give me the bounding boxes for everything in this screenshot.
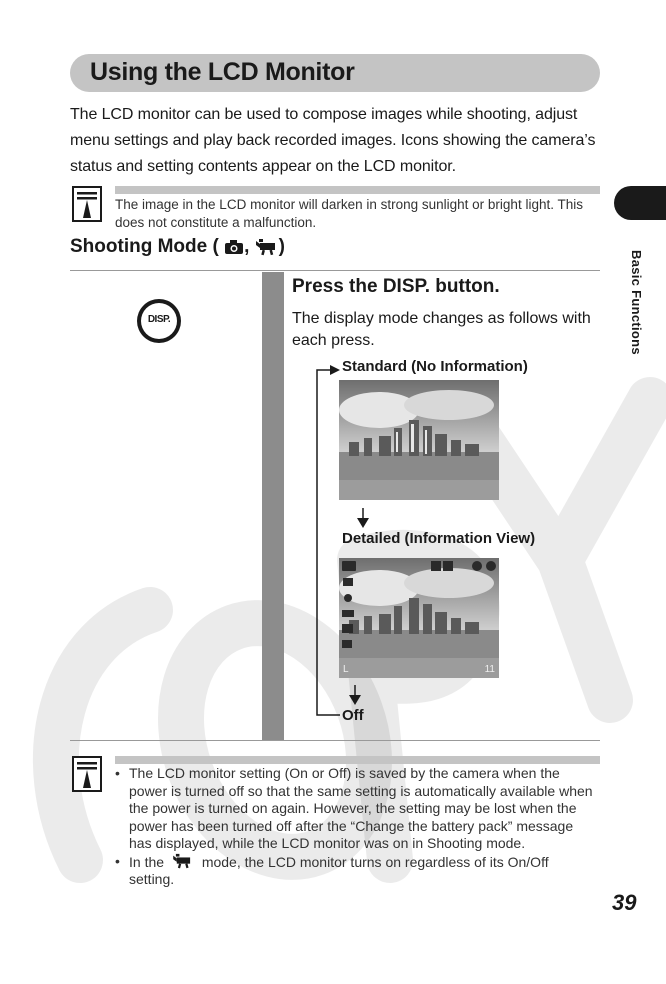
disp-button-illustration (137, 299, 181, 343)
section-heading (70, 236, 285, 258)
section-bottom-rule (70, 740, 600, 741)
section-heading-separator: , (244, 236, 250, 257)
step-description: The display mode changes as follows with each press. (292, 310, 591, 349)
note-text: The image in the LCD monitor will darken in strong sunlight or bright light. This does not constitute a malfunction. (115, 197, 583, 230)
mode-label-off: Off (342, 707, 364, 724)
section-top-rule (70, 270, 600, 271)
page-number: 39 (612, 890, 637, 915)
arrow-down-icon (349, 695, 361, 705)
disp-button-label: DISP. (147, 314, 171, 325)
mode-label-standard: Standard (No Information) (342, 358, 528, 375)
step-title: Press the DISP. button. (292, 276, 500, 297)
side-tab-label: Basic Functions (629, 250, 644, 355)
camera-icon (224, 239, 244, 255)
memo-icon (72, 186, 102, 222)
lcd-standard-image (339, 380, 499, 500)
note-bullet: • In the mode, the LCD monitor turns on regardless of its On/Off setting. (115, 852, 549, 887)
title-bar (70, 54, 600, 92)
note-divider (115, 756, 600, 764)
note-divider (115, 186, 600, 194)
side-tab (614, 186, 666, 220)
arrow-down-icon (357, 518, 369, 528)
shots-remaining-indicator: 11 (484, 664, 495, 675)
movie-icon (170, 853, 196, 869)
section-heading-prefix: Shooting Mode ( (70, 236, 219, 257)
page-title: Using the LCD Monitor (90, 58, 355, 86)
arrow-right-icon (330, 365, 340, 375)
memo-icon (72, 756, 102, 792)
section-heading-suffix: ) (278, 236, 285, 257)
movie-icon (255, 238, 279, 256)
intro-paragraph: The LCD monitor can be used to compose images while shooting, adjust menu settings and play back recorded images. Icons showing the camera’s status and setting contents appear on the LCD monitor. (70, 106, 596, 175)
side-tab-label-wrap (620, 250, 650, 360)
lcd-detailed-image (339, 558, 499, 678)
note-bullet: • The LCD monitor setting (On or Off) is saved by the camera when the power is turned off so that the same setting is automatically available when the power is turned on again. However, the setting may be lost when the power has been turned off after the “Change the battery pack” message has displayed, while the LCD monitor was on in Shooting mode. (115, 765, 593, 851)
step-bar (262, 272, 284, 740)
image-size-indicator: L (343, 664, 349, 675)
mode-label-detailed: Detailed (Information View) (342, 530, 536, 547)
note-bullets (115, 765, 597, 889)
